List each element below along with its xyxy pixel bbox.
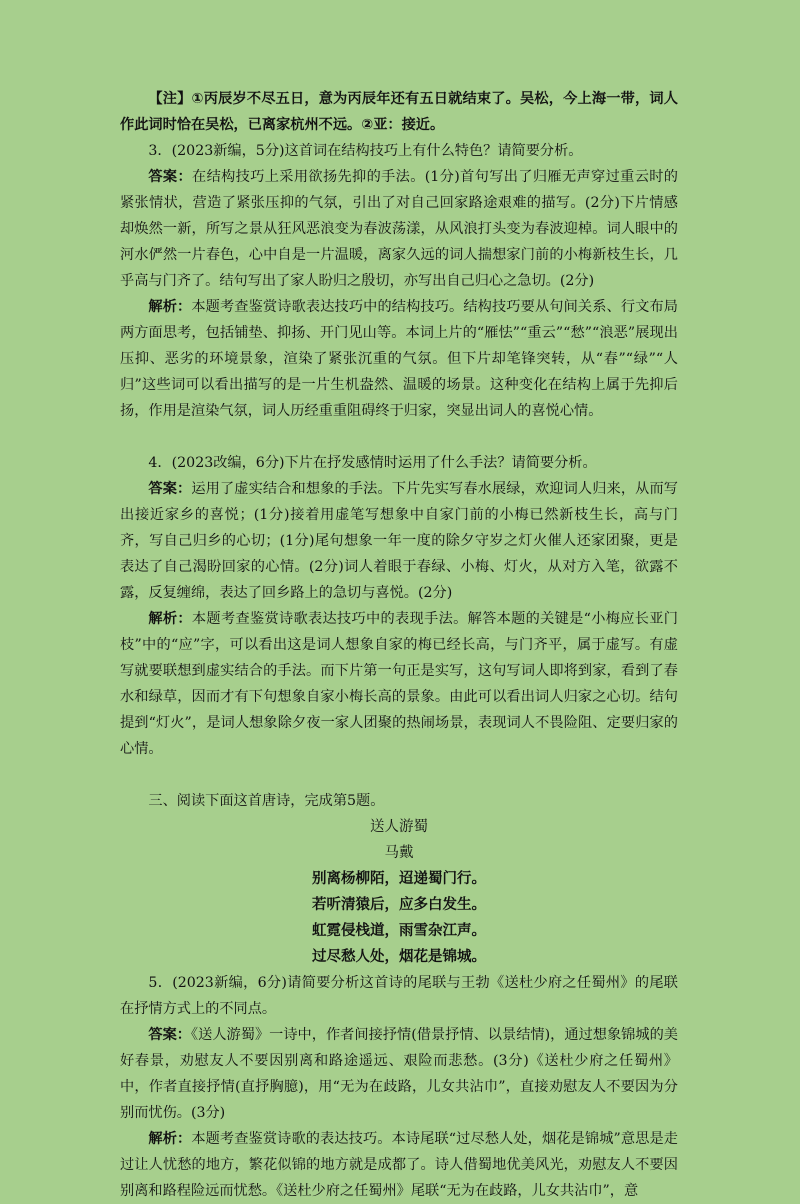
poem-title: 送人游蜀 xyxy=(370,819,428,835)
q5-answer xyxy=(120,1022,678,1126)
poem-line: 过尽愁人处，烟花是锦城。 xyxy=(312,949,486,965)
q3-answer-text: 在结构技巧上采用欲扬先抑的手法。(1分)首句写出了归雁无声穿过重云时的紧张情状，营造了紧张压抑的气氛，引出了对自己回家路途艰难的描写。(2分)下片情感却焕然一新，所写之景从狂风恶浪变为春波荡漾，从风浪打头变为春波迎棹。词人眼中的河水俨然一片春色，心中自是一片温暖，离家久远的词人揣想家门前的小梅新枝生长，几乎高与门齐了。结句写出了家人盼归之殷切，亦写出自己归心之急切。(2分) xyxy=(120,169,678,289)
section3-heading: 三、阅读下面这首唐诗，完成第5题。 xyxy=(148,793,385,809)
q5-analysis xyxy=(120,1126,678,1204)
q3-analysis xyxy=(120,294,678,424)
q3-answer xyxy=(120,164,678,294)
q4-analysis-label: 解析： xyxy=(148,611,192,627)
q4-answer-text: 运用了虚实结合和想象的手法。下片先实写春水展绿，欢迎词人归来，从而写出接近家乡的喜悦；(1分)接着用虚笔写想象中自家门前的小梅已然新枝生长，高与门齐，写自己归乡的心切；(1分)尾句想象一年一度的除夕守岁之灯火催人还家团聚，更是表达了自己渴盼回家的心情。(2分)词人着眼于春绿、小梅、灯火，从对方入笔，欲露不露，反复缠绵，表达了回乡路上的急切与喜悦。(2分) xyxy=(120,481,678,601)
q5-analysis-label: 解析： xyxy=(148,1131,192,1147)
q4-question: 4．(2023改编，6分)下片在抒发感情时运用了什么手法？请简要分析。 xyxy=(148,455,597,471)
poem-line: 别离杨柳陌，迢递蜀门行。 xyxy=(312,871,486,887)
spacer xyxy=(120,762,678,788)
q3-question: 3．(2023新编，5分)这首词在结构技巧上有什么特色？请简要分析。 xyxy=(148,143,583,159)
poem-author: 马戴 xyxy=(384,845,414,861)
q4-answer-label: 答案： xyxy=(148,481,192,497)
note-text: ①丙辰岁不尽五日，意为丙辰年还有五日就结束了。吴松，今上海一带，词人作此词时恰在吴松，已离家杭州不远。②亚：接近。 xyxy=(120,91,678,133)
q5-question: 5．(2023新编，6分)请简要分析这首诗的尾联与王勃《送杜少府之任蜀州》的尾联在抒情方式上的不同点。 xyxy=(120,975,678,1017)
q4-analysis xyxy=(120,606,678,762)
note-paragraph xyxy=(120,86,678,138)
q3-analysis-label: 解析： xyxy=(148,299,192,315)
q5-answer-text: 《送人游蜀》一诗中，作者间接抒情(借景抒情、以景结情)，通过想象锦城的美好春景，劝慰友人不要因别离和路途遥远、艰险而悲愁。(3分)《送杜少府之任蜀州》中，作者直接抒情(直抒胸臆)，用“无为在歧路，儿女共沾巾”，直接劝慰友人不要因为分别而忧伤。(3分) xyxy=(120,1027,678,1121)
q3-analysis-text: 本题考查鉴赏诗歌表达技巧中的结构技巧。结构技巧要从句间关系、行文布局两方面思考，包括铺垫、抑扬、开门见山等。本词上片的“雁怯”“重云”“愁”“浪恶”展现出压抑、恶劣的环境景象，渲染了紧张沉重的气氛。但下片却笔锋突转，从“春”“绿”“人归”这些词可以看出描写的是一片生机盎然、温暖的场景。这种变化在结构上属于先抑后扬，作用是渲染气氛，词人历经重重阻碍终于归家，突显出词人的喜悦心情。 xyxy=(120,299,678,419)
q4-answer xyxy=(120,476,678,606)
note-label: 【注】 xyxy=(148,91,192,107)
spacer xyxy=(120,424,678,450)
poem-line: 虹霓侵栈道，雨雪杂江声。 xyxy=(312,923,486,939)
poem-line: 若听清猿后，应多白发生。 xyxy=(312,897,486,913)
q5-answer-label: 答案： xyxy=(148,1027,192,1043)
q3-answer-label: 答案： xyxy=(148,169,193,185)
q5-analysis-text: 本题考查鉴赏诗歌的表达技巧。本诗尾联“过尽愁人处，烟花是锦城”意思是走过让人忧愁的地方，繁花似锦的地方就是成都了。诗人借蜀地优美风光，劝慰友人不要因别离和路程险远而忧愁。《送杜少府之任蜀州》尾联“无为在歧路，儿女共沾巾”，意 xyxy=(120,1131,678,1199)
q4-analysis-text: 本题考查鉴赏诗歌表达技巧中的表现手法。解答本题的关键是“小梅应长亚门枝”中的“应”字，可以看出这是词人想象自家的梅已经长高，与门齐平，属于虚写。有虚写就要联想到虚实结合的手法。而下片第一句正是实写，这句写词人即将到家，看到了春水和绿草，因而才有下句想象自家小梅长高的景象。由此可以看出词人归家之心切。结句提到“灯火”，是词人想象除夕夜一家人团聚的热闹场景，表现词人不畏险阻、定要归家的心情。 xyxy=(120,611,678,757)
